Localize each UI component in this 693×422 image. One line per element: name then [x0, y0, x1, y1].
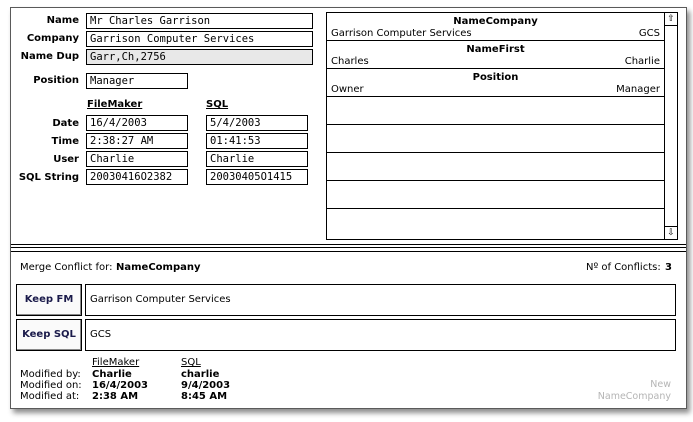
list-item-sql-value: Manager: [616, 84, 660, 95]
fm-time-field[interactable]: 2:38:27 AM: [86, 133, 188, 149]
fm-date-field[interactable]: 16/4/2003: [86, 115, 188, 131]
sql-value-field[interactable]: GCS: [85, 319, 676, 351]
company-label: Company: [26, 33, 79, 44]
merge-conflict-field: NameCompany: [116, 262, 201, 273]
list-item-empty[interactable]: [327, 153, 664, 181]
conflict-list[interactable]: [326, 12, 678, 240]
keep-fm-button[interactable]: Keep FM: [16, 284, 82, 316]
conflict-count-value: 3: [665, 262, 672, 273]
merge-window: [10, 7, 687, 409]
list-item-title: Position: [472, 72, 519, 83]
keep-sql-button[interactable]: Keep SQL: [16, 319, 82, 351]
ghost-label-field: NameCompany: [597, 391, 671, 402]
sql-user-field[interactable]: Charlie: [206, 151, 308, 167]
list-item-empty[interactable]: [327, 97, 664, 125]
ghost-label-new: New: [650, 379, 671, 390]
conflict-count-label: Nº of Conflicts:: [586, 262, 661, 273]
fm-modified-by: Charlie: [92, 369, 132, 380]
scroll-down-icon[interactable]: ⇩: [665, 226, 677, 239]
user-label: User: [53, 154, 79, 165]
fm-value-field[interactable]: Garrison Computer Services: [85, 284, 676, 316]
list-item[interactable]: [327, 69, 664, 97]
filemaker-column-header: FileMaker: [87, 99, 143, 110]
modified-sql-header: SQL: [181, 357, 201, 368]
list-item-fm-value: Garrison Computer Services: [331, 28, 472, 39]
namedup-label: Name Dup: [20, 51, 79, 62]
sql-time-field[interactable]: 01:41:53: [206, 133, 308, 149]
company-field[interactable]: Garrison Computer Services: [86, 31, 313, 47]
sql-modified-on: 9/4/2003: [181, 380, 231, 391]
sql-sql-string-field[interactable]: 20030405O1415: [206, 169, 308, 185]
list-item-sql-value: Charlie: [624, 56, 660, 67]
namedup-field: Garr,Ch,2756: [86, 49, 313, 65]
merge-conflict-prefix: Merge Conflict for:: [20, 262, 113, 273]
section-divider-lower: [11, 251, 686, 252]
name-field[interactable]: Mr Charles Garrison: [86, 13, 313, 29]
fm-user-field[interactable]: Charlie: [86, 151, 188, 167]
list-item-empty[interactable]: [327, 209, 664, 238]
fm-modified-on: 16/4/2003: [92, 380, 149, 391]
sql-modified-at: 8:45 AM: [181, 391, 228, 402]
position-label: Position: [33, 75, 79, 86]
list-item-fm-value: Charles: [331, 56, 369, 67]
sql-date-field[interactable]: 5/4/2003: [206, 115, 308, 131]
list-item-title: NameFirst: [466, 44, 525, 55]
list-item-sql-value: GCS: [638, 28, 660, 39]
list-item-empty[interactable]: [327, 125, 664, 153]
modified-by-label: Modified by:: [20, 369, 81, 380]
fm-modified-at: 2:38 AM: [92, 391, 139, 402]
modified-at-label: Modified at:: [20, 391, 80, 402]
sql-column-header: SQL: [206, 99, 229, 110]
list-item[interactable]: [327, 13, 664, 41]
scroll-up-icon[interactable]: ⇧: [665, 13, 677, 26]
fm-sql-string-field[interactable]: 20030416O2382: [86, 169, 188, 185]
sql-modified-by: charlie: [181, 369, 220, 380]
name-label: Name: [46, 15, 79, 26]
section-divider: [11, 244, 686, 248]
time-label: Time: [51, 136, 79, 147]
sql-string-label: SQL String: [18, 172, 79, 183]
list-item-empty[interactable]: [327, 181, 664, 209]
modified-on-label: Modified on:: [20, 380, 82, 391]
list-item-fm-value: Owner: [331, 84, 364, 95]
position-field[interactable]: Manager: [86, 73, 188, 89]
list-scrollbar[interactable]: [664, 13, 677, 239]
modified-fm-header: FileMaker: [92, 357, 140, 368]
date-label: Date: [52, 118, 79, 129]
list-item[interactable]: [327, 41, 664, 69]
list-item-title: NameCompany: [453, 16, 538, 27]
